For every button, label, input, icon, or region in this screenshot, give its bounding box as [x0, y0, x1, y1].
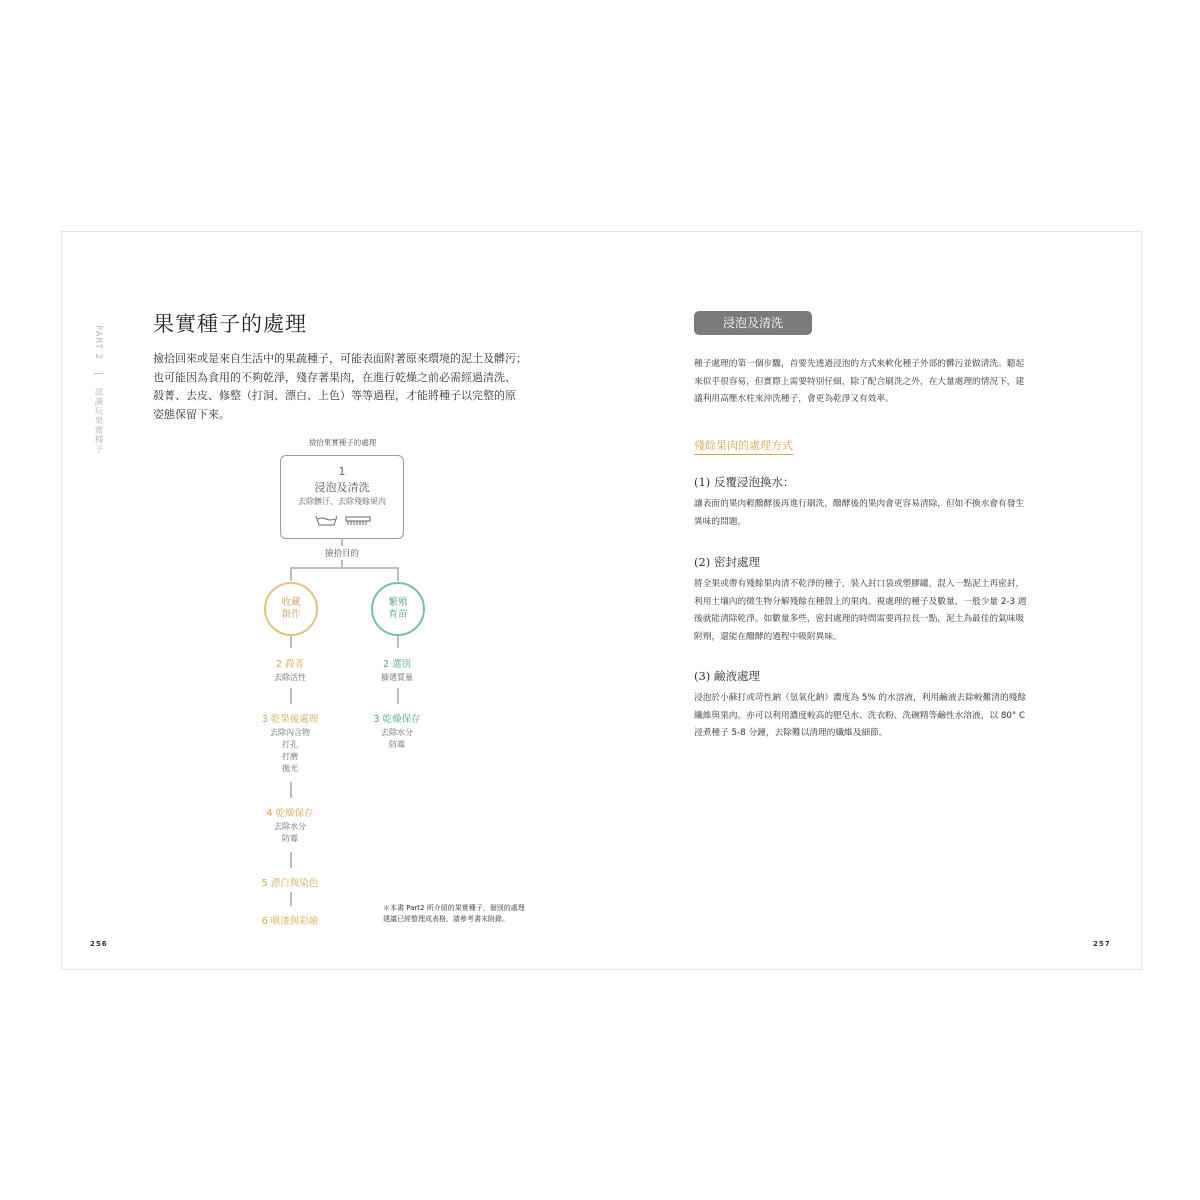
sidebar-label	[92, 325, 104, 454]
para-line: 議利用高壓水柱來沖洗種子，會更為乾淨又有效率。	[694, 394, 894, 404]
left-step-2-detail: 去除活性	[274, 673, 306, 682]
detail-line: 拋光	[282, 764, 298, 773]
para-line: 附劑，還能在醱酵的過程中吸附異味。	[694, 631, 842, 642]
circle-line: 收藏	[281, 597, 301, 608]
step1-box	[280, 455, 404, 539]
detail-line: 打磨	[282, 752, 298, 761]
para-line: 讓表面的果肉輕醱酵後再進行刷洗，醱酵後的果肉會更容易清除，但如不換水會有發生	[694, 499, 1025, 509]
left-step-6: 6 噴漆與彩繪	[261, 916, 319, 927]
circle-line: 育苗	[388, 609, 408, 620]
detail-line: 防霉	[282, 834, 298, 843]
branch-connector	[290, 567, 398, 569]
step1-subtitle: 去除髒汙、去除殘餘果肉	[298, 497, 386, 506]
section-intro	[694, 356, 1024, 409]
connector	[290, 892, 292, 906]
wash-basin-icon	[316, 516, 337, 525]
footnote-line: ＊本書 Part2 所介紹的果實種子，個別的處理	[383, 904, 525, 912]
detail-line: 去除水分	[274, 822, 306, 831]
right-step-2: 2 選別	[382, 659, 412, 670]
method-2-text	[694, 576, 1026, 646]
footnote	[383, 903, 525, 925]
circle-line: 創作	[281, 609, 301, 620]
collect-create-circle	[264, 582, 318, 636]
subheading: 殘餘果肉的處理方式	[694, 437, 793, 455]
connector	[290, 636, 292, 648]
brush-icon	[346, 517, 370, 525]
circle-line: 繁殖	[388, 597, 408, 608]
intro-line: 殺菁、去皮、修整（打洞、漂白、上色）等等過程，才能將種子以完整的原	[153, 389, 516, 402]
connector	[290, 688, 292, 704]
detail-line: 去除水分	[381, 728, 413, 737]
detail-line: 防霉	[389, 740, 405, 749]
left-step-5: 5 漂白與染色	[261, 878, 319, 889]
sidebar-section: 認識玩果實種子	[93, 387, 103, 454]
left-step-2: 2 殺菁	[275, 659, 305, 670]
footnote-line: 建議已經整理成表格，請參考書末附錄。	[383, 915, 509, 923]
para-line: 浸煮種子 5-8 分鐘，去除難以清理的纖維及細節。	[694, 728, 888, 738]
connector	[397, 567, 399, 581]
connector	[397, 636, 399, 648]
connector	[290, 852, 292, 868]
intro-line: 撿拾回來或是來自生活中的果蔬種子，可能表面附著原來環境的泥土及髒污；	[153, 352, 527, 365]
para-line: 來似乎很容易，但實際上需要特別仔細，除了配合刷洗之外，在大量處理的情況下，建	[694, 376, 1025, 387]
method-3-text	[694, 690, 1026, 743]
method-1-heading: (1) 反覆浸泡換水：	[694, 475, 795, 489]
connector	[290, 782, 292, 798]
intro-paragraph	[153, 350, 553, 424]
para-line: 種子處理的第一個步驟，首要先透過浸泡的方式來軟化種子外部的髒污並做清洗。聽起	[694, 359, 1025, 369]
section-title-pill: 浸泡及清洗	[694, 311, 812, 335]
para-line: 利用土壤內的微生物分解殘餘在種殼上的果肉。視處理的種子及數量，一般少量 2-3 週	[694, 596, 1027, 607]
sidebar-part: PART 2	[93, 325, 103, 360]
intro-line: 姿態保留下來。	[153, 407, 230, 421]
method-1-text	[694, 496, 1024, 531]
para-line: 浸泡於小蘇打或苛性鈉（氫氧化鈉）濃度為 5% 的水溶液，利用鹼液去除較難清的殘餘	[694, 693, 1027, 703]
washing-icons	[314, 513, 374, 527]
left-step-3-details	[240, 727, 340, 775]
right-step-2-detail: 篩選質量	[381, 673, 413, 682]
page-number-left: 256	[90, 940, 108, 948]
step1-title: 浸泡及清洗	[314, 481, 370, 494]
para-line: 纖維與果肉。亦可以利用濃度較高的肥皂水、洗衣粉、洗碗精等鹼性水溶液，以 80° C	[694, 710, 1026, 721]
flowchart-title: 撿拾果實種子的處理	[308, 438, 377, 447]
method-2-heading: (2) 密封處理	[694, 555, 760, 569]
connector	[341, 538, 343, 546]
page-number-right: 257	[1093, 940, 1111, 948]
left-step-4: 4 乾燥保存	[266, 808, 314, 819]
connector	[397, 688, 399, 704]
right-step-3: 3 乾燥保存	[373, 714, 421, 725]
intro-line: 也可能因為食用的不夠乾淨，殘存著果肉，在進行乾燥之前必需經過清洗、	[153, 370, 516, 384]
connector	[290, 567, 292, 581]
right-step-3-details	[347, 727, 447, 751]
method-3-heading: (3) 鹼液處理	[694, 669, 760, 683]
propagate-circle	[371, 582, 425, 636]
detail-line: 去除內含物	[270, 728, 310, 737]
step1-number: 1	[338, 465, 346, 478]
page-title: 果實種子的處理	[153, 312, 307, 336]
para-line: 後就能清除乾淨。如數量多些，密封處理的時間需要再拉長一點，泥土為最佳的氣味吸	[694, 614, 1025, 624]
left-step-3: 3 乾果後處理	[261, 714, 319, 725]
left-step-4-details	[240, 821, 340, 845]
para-line: 將全果或帶有殘餘果肉清不乾淨的種子，裝入封口袋或塑膠罐，混入一點泥土再密封，	[694, 579, 1025, 589]
detail-line: 打孔	[282, 740, 298, 749]
para-line: 異味的問題。	[694, 516, 747, 527]
sidebar-separator: |	[93, 371, 103, 376]
branch-label: 撿拾目的	[324, 549, 359, 559]
